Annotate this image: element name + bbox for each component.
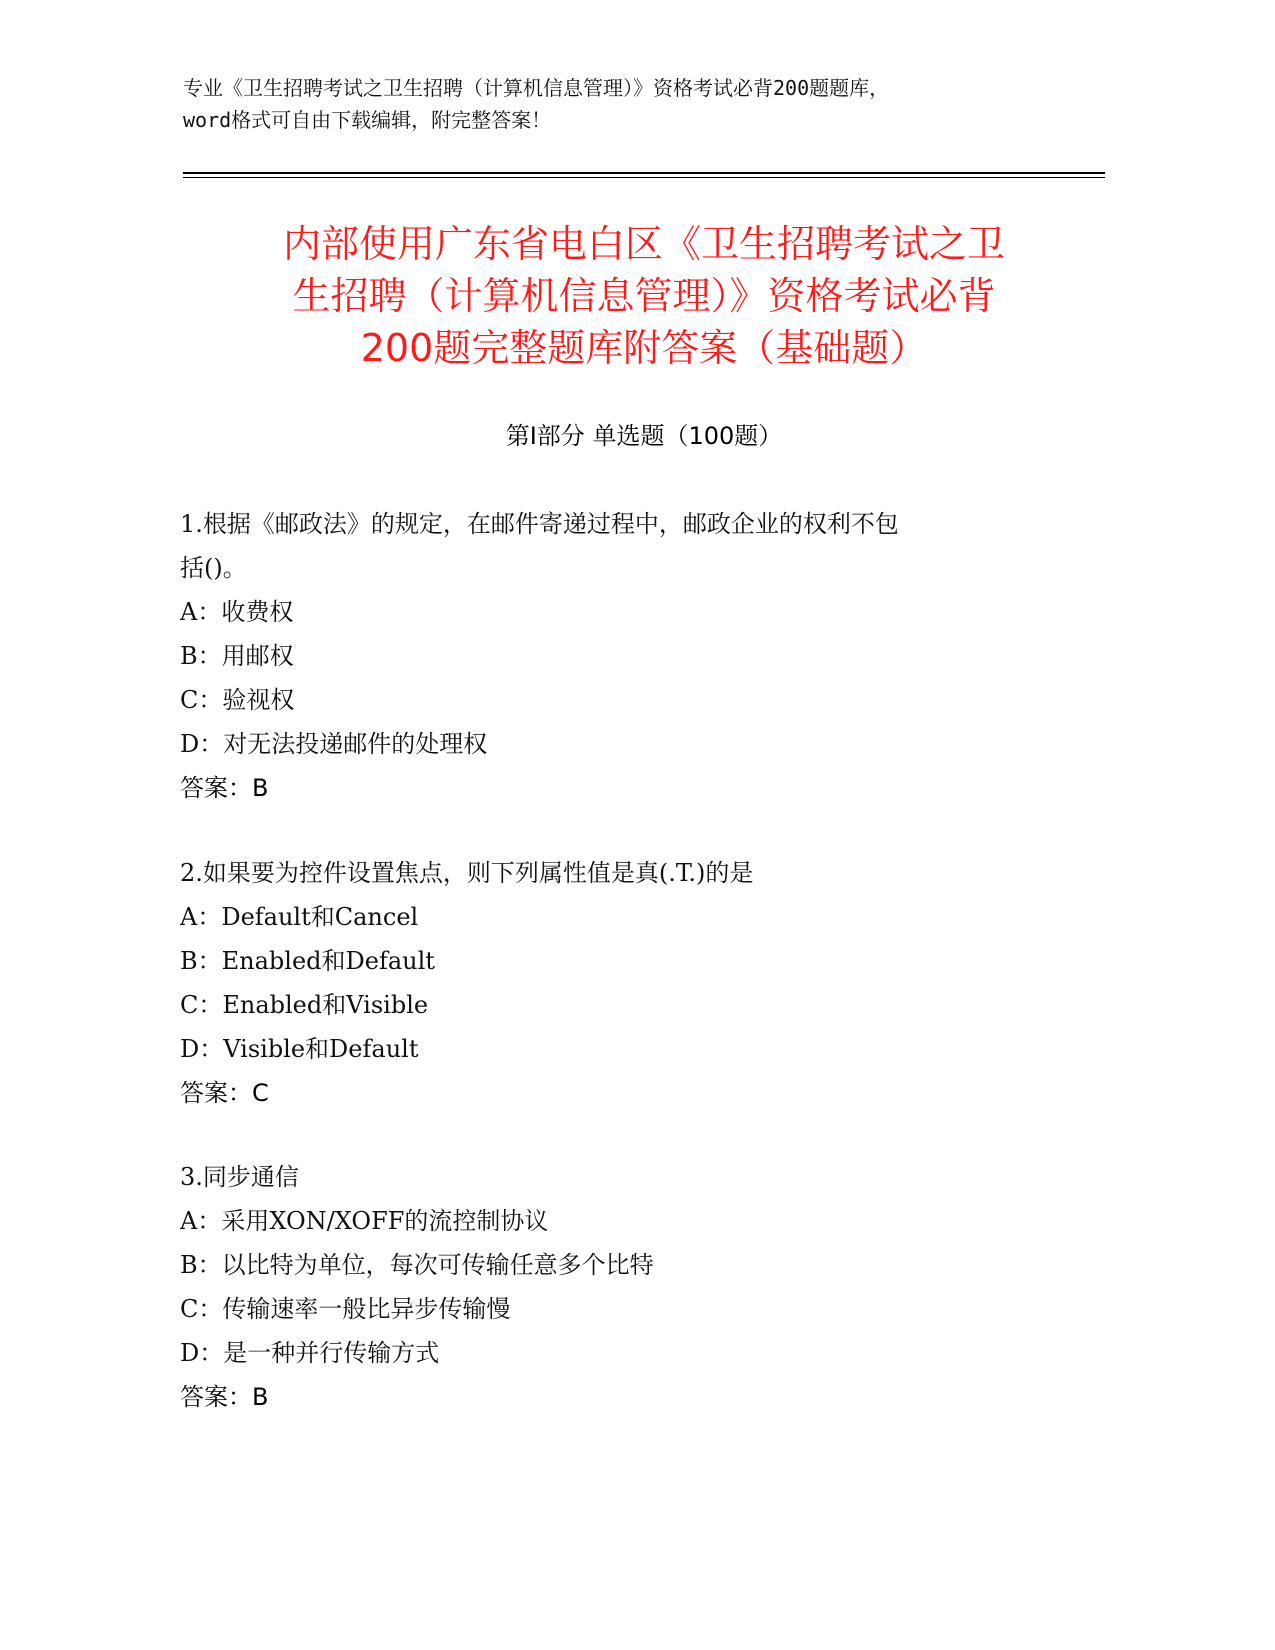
option-d: D：Visible和Default xyxy=(180,1035,419,1063)
document-title xyxy=(183,218,1105,374)
option-c: C：Enabled和Visible xyxy=(180,991,429,1019)
option-a: A：Default和Cancel xyxy=(180,903,419,931)
answer-line: 答案：C xyxy=(180,1079,269,1107)
question-3 xyxy=(180,1155,1080,1419)
option-b: B：用邮权 xyxy=(180,642,294,670)
question-stem: 1.根据《邮政法》的规定，在邮件寄递过程中，邮政企业的权利不包 xyxy=(180,510,899,538)
header-note xyxy=(183,72,1083,136)
option-a: A：收费权 xyxy=(180,598,294,626)
document-title-line-3: 200题完整题库附答案（基础题） xyxy=(360,326,928,370)
header-note-line-1: 专业《卫生招聘考试之卫生招聘（计算机信息管理）》资格考试必背200题题库， xyxy=(183,76,890,100)
header-note-line-2: word格式可自由下载编辑，附完整答案！ xyxy=(183,108,552,132)
document-title-line-2: 生招聘（计算机信息管理）》资格考试必背 xyxy=(292,274,996,318)
option-b: B：以比特为单位，每次可传输任意多个比特 xyxy=(180,1251,654,1279)
option-a: A：采用XON/XOFF的流控制协议 xyxy=(180,1207,549,1235)
option-d: D：对无法投递邮件的处理权 xyxy=(180,730,488,758)
answer-line: 答案：B xyxy=(180,774,269,802)
question-2 xyxy=(180,851,1080,1115)
question-1 xyxy=(180,502,1080,810)
question-stem-continued: 括()。 xyxy=(180,554,247,582)
question-stem: 3.同步通信 xyxy=(180,1163,299,1191)
document-title-line-1: 内部使用广东省电白区《卫生招聘考试之卫 xyxy=(282,222,1005,266)
header-divider-thick xyxy=(183,172,1105,174)
option-b: B：Enabled和Default xyxy=(180,947,435,975)
answer-line: 答案：B xyxy=(180,1383,269,1411)
option-d: D：是一种并行传输方式 xyxy=(180,1339,440,1367)
option-c: C：验视权 xyxy=(180,686,295,714)
header-divider-thin xyxy=(183,177,1105,178)
section-heading: 第Ⅰ部分 单选题（100题） xyxy=(505,422,783,450)
question-stem: 2.如果要为控件设置焦点，则下列属性值是真(.T.)的是 xyxy=(180,859,754,887)
option-c: C：传输速率一般比异步传输慢 xyxy=(180,1295,511,1323)
